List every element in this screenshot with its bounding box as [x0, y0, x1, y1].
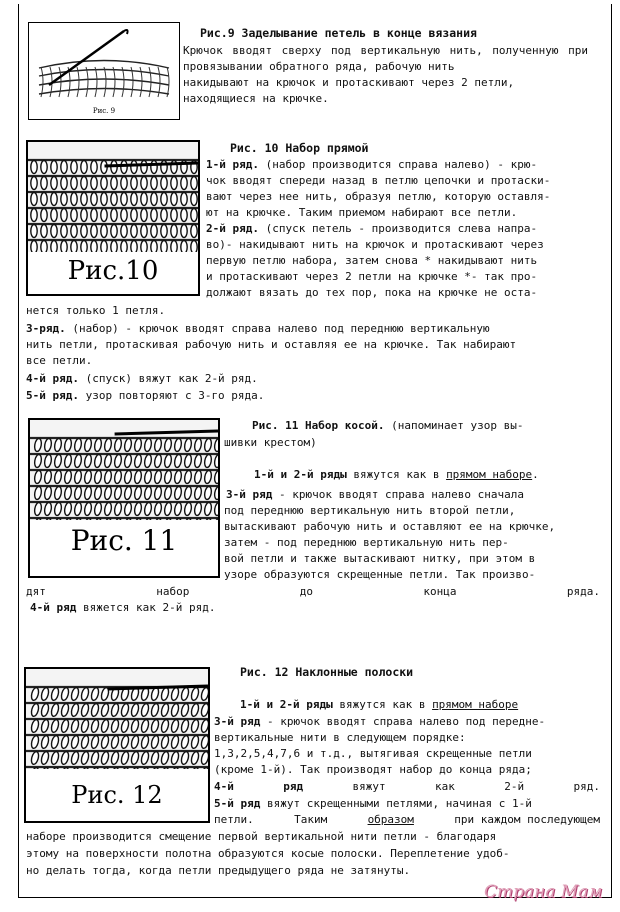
stitch [91, 177, 97, 190]
stitch [171, 209, 177, 222]
fig10-text-line: должают вязать до тех пор, пока на крючке не оста- [206, 286, 538, 299]
stitch [51, 241, 57, 253]
figure-12-title: Рис. 12 Наклонные полоски [240, 665, 414, 679]
stitch [161, 225, 167, 238]
stitch [101, 177, 107, 190]
stitch [91, 209, 97, 222]
stitch [181, 209, 187, 222]
figure-10-title: Рис. 10 Набор прямой [230, 141, 369, 155]
stitch [161, 177, 167, 190]
fig12-text-line: этому на поверхности полотна образуются косые полоски. Переплетение удоб- [26, 847, 510, 860]
fig9-text-line: находящиеся на крючке. [183, 92, 329, 105]
fig12-row3: 3-й ряд - крючок вводят справа налево под передне- [214, 715, 546, 728]
stitch [51, 225, 57, 238]
stitch [81, 209, 87, 222]
stitch [131, 225, 137, 238]
stitch [151, 177, 157, 190]
knit-texture-10 [28, 142, 198, 252]
stitch [141, 161, 147, 174]
stitch [171, 177, 177, 190]
stitch [41, 209, 47, 222]
fig11-text-line: затем - под переднюю вертикальную нить пер- [224, 536, 509, 549]
stitch [141, 209, 147, 222]
stitch [121, 209, 127, 222]
stitch [71, 225, 77, 238]
stitch [91, 193, 97, 206]
fig11-text-line: под переднюю вертикальную нить второй петли, [224, 504, 516, 517]
stitch [77, 67, 79, 97]
stitch [151, 225, 157, 238]
stitch [181, 225, 187, 238]
figure-9-title: Рис.9 Заделывание петель в конце вязания [200, 26, 477, 40]
stitch [41, 161, 47, 174]
fig10-text-line: все петли. [26, 354, 93, 367]
stitch [191, 241, 197, 253]
stitch [141, 225, 147, 238]
fig10-row3: 3-ряд. (набор) - крючок вводят справа налево под переднюю вертикальную [26, 322, 490, 335]
fig12-text-line: вертикальные нити в следующем порядке: [214, 731, 466, 744]
stitch [95, 67, 97, 97]
stitch [111, 209, 117, 222]
direct-set-link[interactable]: прямом наборе [446, 468, 533, 481]
figure-12-image [24, 667, 210, 823]
stitch [131, 67, 133, 97]
fig12-text-line: 1,3,2,5,4,7,6 и т.д., вытягивая скрещенные петли [214, 747, 532, 760]
fig11-row4: 4-й ряд вяжется как 2-й ряд. [30, 601, 216, 614]
stitch [31, 177, 37, 190]
stitch [161, 241, 167, 253]
stitch [141, 193, 147, 206]
stitch [161, 193, 167, 206]
stitch [111, 177, 117, 190]
stitch [81, 225, 87, 238]
stitch [41, 177, 47, 190]
figure-11-image [28, 418, 220, 578]
stitch [61, 209, 67, 222]
fig9-text-line: накидывают на крючок и протаскивают через 2 петли, [183, 76, 515, 89]
figure-11-caption: Рис. 11 [70, 524, 178, 557]
stitch [51, 161, 57, 174]
stitch [131, 193, 137, 206]
stitch [31, 209, 37, 222]
stitch [151, 193, 157, 206]
fig11-text-line: вытаскивают рабочую нить и оставляют ее на крючке, [224, 520, 556, 533]
fig10-text-line: и протаскивают через 2 петли на крючке *- так про- [206, 270, 538, 283]
fig11-spread-line: дят набор до конца ряда. [26, 585, 600, 598]
fig10-row2: 2-й ряд. (спуск петель - производится слева напра- [206, 222, 538, 235]
fig11-text-line: шивки крестом) [224, 436, 317, 449]
watermark-logo: Страна Мам [484, 882, 603, 902]
stitch [101, 225, 107, 238]
stitch [191, 177, 197, 190]
stitch [121, 241, 127, 253]
fig11-title-line: Рис. 11 Набор косой. (напоминает узор вы- [252, 419, 524, 432]
stitch [86, 67, 88, 97]
fig10-text-line: нется только 1 петля. [26, 304, 166, 317]
stitch [111, 241, 117, 253]
hook-icon [49, 31, 124, 85]
fig10-text-line: вают через нее нить, образуя петлю, которую оставля- [206, 190, 551, 203]
stitch [191, 209, 197, 222]
knit-texture-9 [29, 23, 179, 119]
stitch [131, 241, 137, 253]
stitch [91, 225, 97, 238]
stitch [101, 209, 107, 222]
fig12-row5: 5-й ряд вяжут скрещенными петлями, начиная с 1-й [214, 797, 532, 810]
fig12-spread-line: петли. Таким образом при каждом последующем [214, 813, 600, 826]
stitch [61, 241, 67, 253]
figure-10-caption: Рис.10 [67, 256, 159, 286]
stitch [191, 193, 197, 206]
stitch [71, 161, 77, 174]
stitch [141, 177, 147, 190]
fig12-text-line: наборе производится смещение первой вертикальной нити петли - благодаря [26, 830, 497, 843]
stitch [71, 177, 77, 190]
stitch [167, 67, 169, 97]
stitch [31, 225, 37, 238]
stitch [61, 193, 67, 206]
stitch [121, 161, 127, 174]
stitch [121, 177, 127, 190]
knit-texture-12 [26, 669, 208, 769]
stitch [31, 241, 37, 253]
stitch [181, 193, 187, 206]
stitch [41, 225, 47, 238]
fig10-row5: 5-й ряд. узор повторяют с 3-го ряда. [26, 389, 265, 402]
stitch [131, 161, 137, 174]
stitch [91, 241, 97, 253]
fig11-rows12: 1-й и 2-й ряды вяжутся как в прямом наборе. [254, 468, 539, 481]
stitch [51, 209, 57, 222]
fig12-text-line: но делать тогда, когда петли предыдущего ряда не затянуты. [26, 864, 411, 877]
fig12-row4: 4-й ряд вяжут как 2-й ряд. [214, 780, 600, 793]
direct-set-link[interactable]: прямом наборе [432, 698, 519, 711]
fig9-text-line: Крючок вводят сверху под вертикальную нить, полученную при провязывании обратного ряда, рабочую нить [183, 44, 588, 73]
fig10-row4: 4-й ряд. (спуск) вяжут как 2-й ряд. [26, 372, 258, 385]
stitch [81, 241, 87, 253]
stitch [191, 225, 197, 238]
stitch [161, 161, 167, 174]
fig10-text-line: ют на крючке. Таким приемом набирают все петли. [206, 206, 518, 219]
fig10-text-line: первую петлю набора, затем снова * накидывают нить [206, 254, 538, 267]
stitch [51, 177, 57, 190]
stitch [111, 225, 117, 238]
stitch [61, 225, 67, 238]
stitch [121, 193, 127, 206]
stitch [101, 241, 107, 253]
fig11-row3: 3-й ряд - крючок вводят справа налево сначала [226, 488, 525, 501]
stitch [81, 177, 87, 190]
fig11-text-line: узоре образуются скрещенные петли. Так произво- [224, 568, 536, 581]
stitch [101, 193, 107, 206]
figure-12-caption: Рис. 12 [71, 781, 163, 809]
stitch [171, 225, 177, 238]
fig10-text-line: во)- накидывают нить на крючок и протаскивают через [206, 238, 544, 251]
stitch [113, 67, 115, 97]
fig10-row1: 1-й ряд. (набор производится справа налево) - крю- [206, 158, 538, 171]
stitch [151, 241, 157, 253]
stitch [41, 241, 47, 253]
figure-9-image [28, 22, 180, 120]
stitch [131, 209, 137, 222]
figure-9-caption: Рис. 9 [92, 107, 116, 115]
figure-10-image [26, 140, 200, 296]
fig12-text-line: (кроме 1-й). Так производят набор до конца ряда; [214, 763, 532, 776]
stitch [122, 67, 124, 97]
stitch [31, 193, 37, 206]
stitch [91, 161, 97, 174]
stitch [31, 161, 37, 174]
stitch [61, 177, 67, 190]
stitch [81, 193, 87, 206]
stitch [71, 209, 77, 222]
stitch [121, 225, 127, 238]
stitch [41, 193, 47, 206]
stitch [161, 209, 167, 222]
fig10-text-line: нить петли, протаскивая рабочую нить и оставляя ее на крючке. Так набирают [26, 338, 517, 351]
stitch [171, 241, 177, 253]
fig10-text-line: чок вводят спереди назад в петлю цепочки и протаски- [206, 174, 551, 187]
fig11-text-line: вой петли и также вытаскивают нитку, при этом в [224, 552, 536, 565]
stitch [131, 177, 137, 190]
stitch [71, 241, 77, 253]
stitch [141, 241, 147, 253]
stitch [151, 161, 157, 174]
fig12-rows12: 1-й и 2-й ряды вяжутся как в прямом наборе [240, 698, 519, 711]
stitch [181, 241, 187, 253]
stitch [181, 177, 187, 190]
stitch [71, 193, 77, 206]
knit-texture-11 [30, 420, 218, 520]
stitch [151, 209, 157, 222]
stitch [171, 193, 177, 206]
stitch [104, 67, 106, 97]
stitch [51, 193, 57, 206]
stitch [41, 67, 43, 97]
stitch [61, 161, 67, 174]
stitch [111, 193, 117, 206]
stitch [81, 161, 87, 174]
